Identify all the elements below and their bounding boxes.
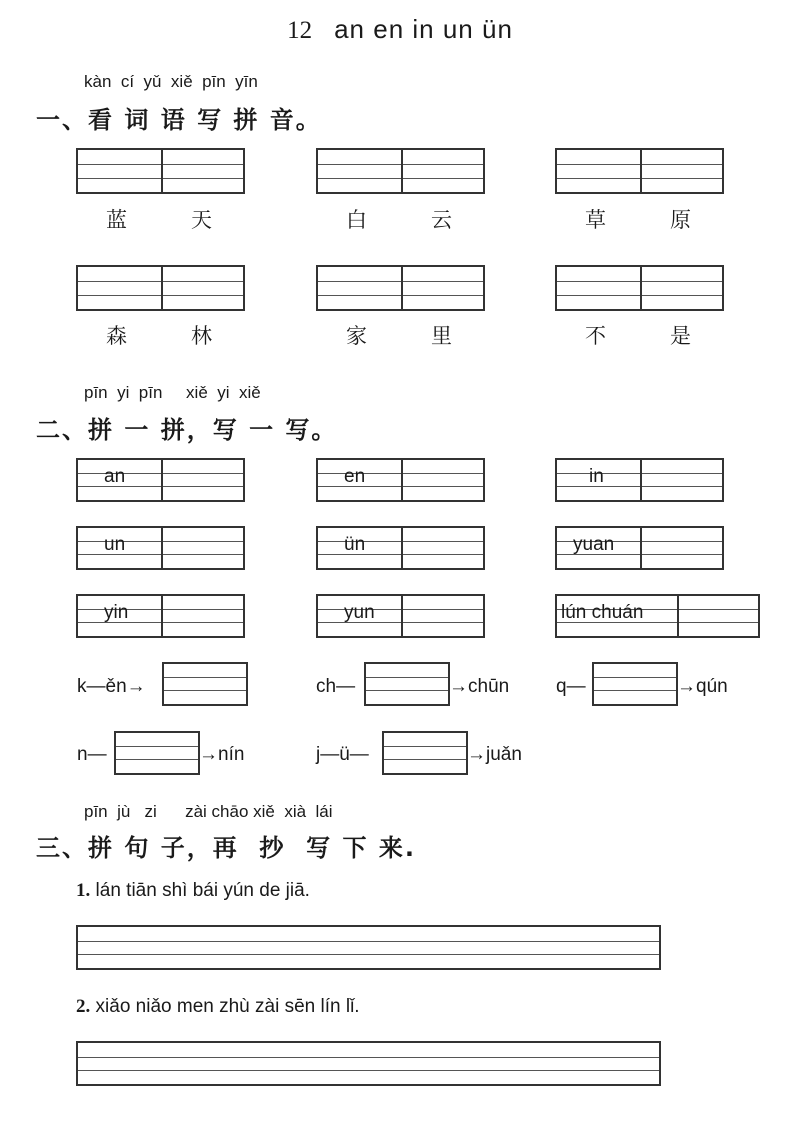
writing-grid[interactable] <box>316 458 485 502</box>
grid-prefill: an <box>104 466 126 487</box>
sentence-text: lán tiān shì bái yún de jiā. <box>95 880 310 901</box>
writing-grid[interactable] <box>76 526 245 570</box>
word-char: 林 <box>191 324 212 348</box>
grid-prefill: lún chuán <box>561 602 644 623</box>
writing-grid[interactable] <box>76 458 245 502</box>
word-char: 家 <box>346 324 367 348</box>
grid-prefill: en <box>344 466 366 487</box>
word-char: 不 <box>585 324 606 348</box>
writing-grid[interactable] <box>555 148 724 194</box>
writing-grid[interactable] <box>76 265 245 311</box>
grid-prefill: yuan <box>573 534 615 555</box>
section2-heading: 二、拼 一 拼，写 一 写。 <box>36 416 338 444</box>
page-title <box>0 14 800 45</box>
chain-left: j—ü— <box>316 744 369 765</box>
word-char: 是 <box>670 324 691 348</box>
writing-grid[interactable] <box>114 731 200 775</box>
word-char: 原 <box>670 208 691 232</box>
grid-prefill: yun <box>344 602 375 623</box>
word-char: 里 <box>431 324 452 348</box>
copy-line[interactable] <box>76 1041 661 1086</box>
writing-grid[interactable] <box>316 148 485 194</box>
writing-grid[interactable] <box>382 731 468 775</box>
sentence-text: xiǎo niǎo men zhù zài sēn lín lǐ. <box>95 996 360 1017</box>
grid-prefill: in <box>589 466 604 487</box>
section2-pinyin: pīn yi pīn xiě yi xiě <box>84 383 261 402</box>
grid-prefill: ün <box>344 534 366 555</box>
copy-line[interactable] <box>76 925 661 970</box>
lesson-number: 12 <box>287 17 313 44</box>
sentence-1 <box>76 880 310 902</box>
writing-grid[interactable] <box>555 458 724 502</box>
grid-prefill: yin <box>104 602 129 623</box>
writing-grid[interactable] <box>364 662 450 706</box>
chain-left: q— <box>556 676 586 697</box>
word-char: 云 <box>431 208 452 232</box>
writing-grid[interactable] <box>76 594 245 638</box>
chain-left: k—ěn→ <box>77 676 146 697</box>
section1-heading: 一、看 词 语 写 拼 音。 <box>36 106 322 134</box>
grid-prefill: un <box>104 534 126 555</box>
word-char: 天 <box>191 208 212 232</box>
writing-grid[interactable] <box>555 594 760 638</box>
writing-grid[interactable] <box>316 594 485 638</box>
sentence-2 <box>76 996 360 1018</box>
word-char: 森 <box>106 324 127 348</box>
writing-grid[interactable] <box>316 526 485 570</box>
lesson-syllables: an en in un ün <box>334 14 513 44</box>
sentence-number: 2. <box>76 996 91 1017</box>
chain-left: ch— <box>316 676 356 697</box>
word-char: 蓝 <box>106 208 127 232</box>
chain-right: →nín <box>199 744 245 765</box>
chain-right: →qún <box>677 676 728 697</box>
chain-right: →chūn <box>449 676 510 697</box>
chain-left: n— <box>77 744 107 765</box>
section3-heading: 三、拼 句 子，再 抄 写 下 来. <box>36 834 416 862</box>
writing-grid[interactable] <box>316 265 485 311</box>
word-char: 草 <box>585 208 606 232</box>
writing-grid[interactable] <box>592 662 678 706</box>
section3-pinyin: pīn jù zi zài chāo xiě xià lái <box>84 802 333 821</box>
writing-grid[interactable] <box>76 148 245 194</box>
section1-pinyin: kàn cí yǔ xiě pīn yīn <box>84 72 258 91</box>
word-char: 白 <box>346 208 367 232</box>
sentence-number: 1. <box>76 880 91 901</box>
writing-grid[interactable] <box>555 526 724 570</box>
chain-right: →juǎn <box>467 744 522 765</box>
writing-grid[interactable] <box>162 662 248 706</box>
writing-grid[interactable] <box>555 265 724 311</box>
